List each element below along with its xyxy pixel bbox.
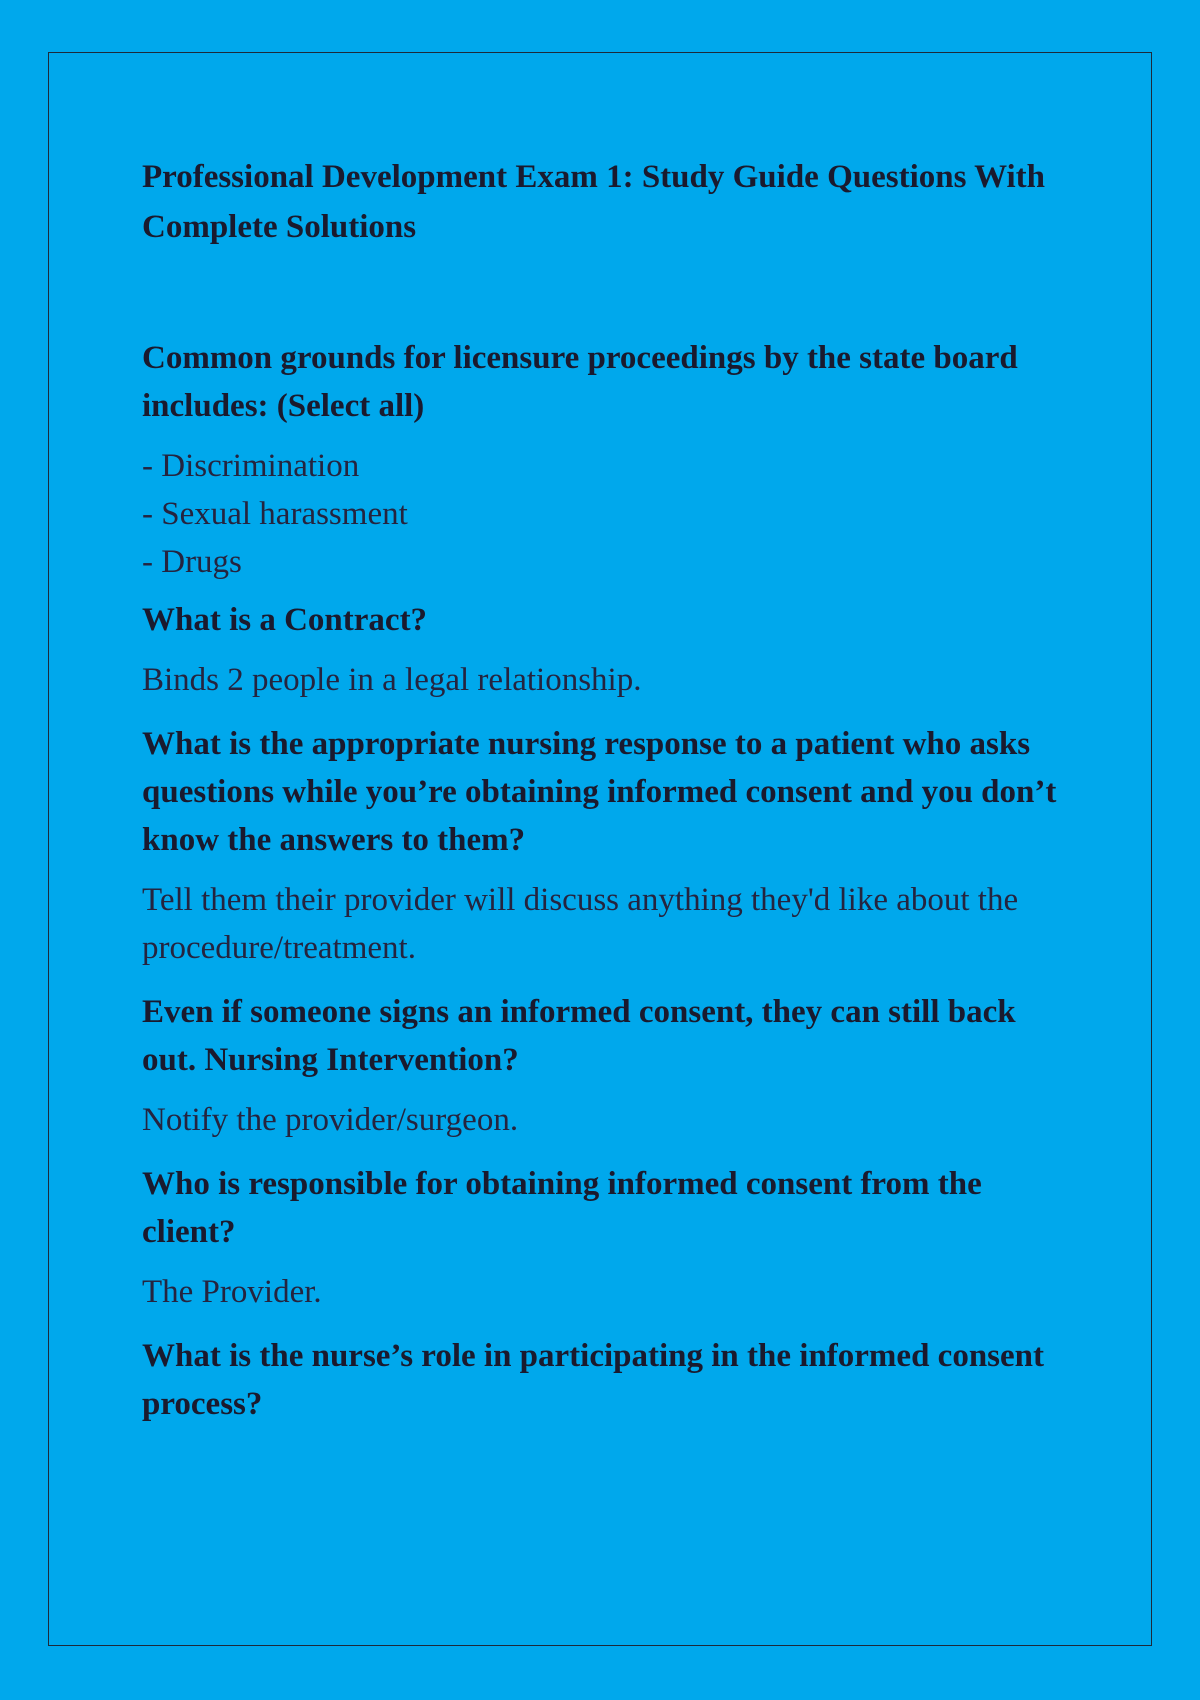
answer-list [142, 442, 1062, 586]
answer-list-item: - Drugs [142, 544, 242, 580]
answer-list-item: - Discrimination [142, 448, 360, 484]
document-title: Professional Development Exam 1: Study Guide Questions With Complete Solutions [142, 159, 1046, 245]
answer-text: The Provider. [142, 1274, 322, 1310]
question-text: Who is responsible for obtaining informed consent from the client? [142, 1166, 982, 1250]
qa-item [142, 334, 1062, 586]
answer-list-item: - Sexual harassment [142, 496, 408, 532]
qa-item [142, 1332, 1062, 1428]
question-text: What is a Contract? [142, 602, 428, 638]
answer-text: Notify the provider/surgeon. [142, 1102, 519, 1138]
answer-text: Tell them their provider will discuss anything they'd like about the procedure/treatment. [142, 882, 1019, 966]
qa-item [142, 596, 1062, 704]
question-text: Even if someone signs an informed consent, they can still back out. Nursing Intervention? [142, 994, 1016, 1078]
question-text: Common grounds for licensure proceedings by the state board includes: (Select all) [142, 340, 1018, 424]
qa-item [142, 988, 1062, 1144]
qa-item [142, 1160, 1062, 1316]
question-text: What is the nurse’s role in participating in the informed consent process? [142, 1338, 1045, 1422]
document-content [142, 152, 1062, 1440]
qa-item [142, 720, 1062, 972]
answer-text: Binds 2 people in a legal relationship. [142, 662, 642, 698]
question-text: What is the appropriate nursing response to a patient who asks questions while you’re obtaining informed consent and you don’t know the answers to them? [142, 726, 1057, 858]
